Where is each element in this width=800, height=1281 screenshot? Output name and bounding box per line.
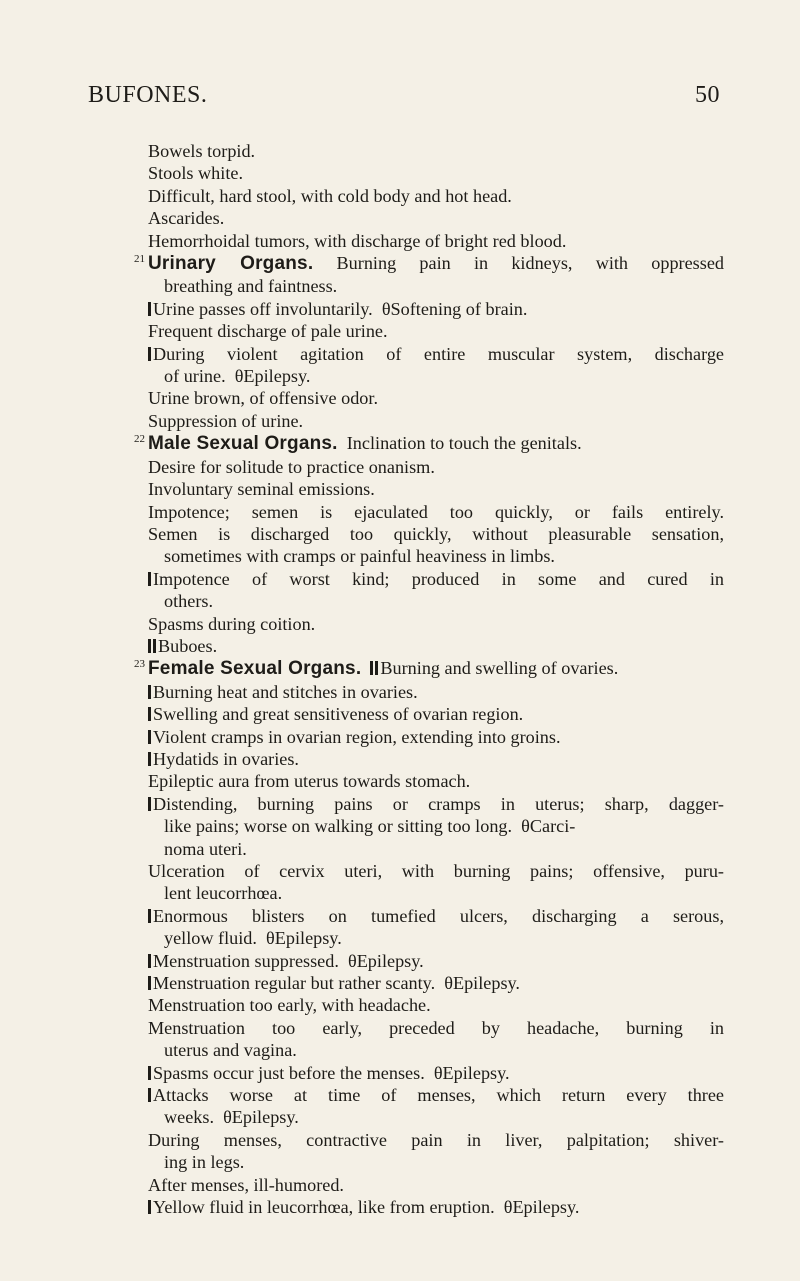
text-line [148, 635, 724, 657]
text-span: Burning pain in kidneys, with oppressed [336, 253, 724, 274]
text-line [148, 972, 724, 994]
text-span: Distending, burning pains or cramps in uterus; sharp, dagger- [153, 793, 724, 814]
text-line: Difficult, hard stool, with cold body and hot head. [148, 185, 512, 206]
text-line [148, 815, 724, 837]
text-line: ing in legs. [164, 1152, 245, 1173]
text-line [148, 950, 724, 972]
text-line: After menses, ill-humored. [148, 1174, 344, 1195]
text-line: Ascarides. [148, 208, 225, 229]
text-span: Menstruation suppressed. [153, 950, 339, 971]
text-line [148, 726, 724, 748]
emphasis-mark-icon [148, 302, 151, 316]
text-line: Ulceration of cervix uteri, with burning pains; offensive, puru- [148, 861, 724, 881]
text-line [148, 568, 724, 590]
text-line: Suppression of urine. [148, 410, 304, 431]
text-line [148, 748, 724, 770]
text-line: others. [164, 591, 213, 612]
emphasis-mark-icon [148, 685, 151, 699]
text-line: Urine brown, of offensive odor. [148, 388, 378, 409]
running-title: BUFONES. [88, 82, 208, 108]
text-line: sometimes with cramps or painful heaviness in limbs. [164, 546, 555, 567]
text-line: Hemorrhoidal tumors, with discharge of bright red blood. [148, 230, 567, 251]
text-span: Spasms occur just before the menses. [153, 1062, 425, 1083]
emphasis-mark-icon [148, 707, 151, 721]
clinical-note: θEpilepsy. [223, 1107, 299, 1128]
emphasis-mark-icon [148, 1200, 151, 1214]
clinical-note: θSoftening of brain. [381, 298, 528, 319]
text-line: breathing and faintness. [164, 276, 338, 297]
emphasis-mark-icon [148, 639, 151, 653]
text-line: During menses, contractive pain in liver, palpitation; shiver- [148, 1129, 724, 1150]
section-number: 21 [134, 253, 145, 266]
text-line: Desire for solitude to practice onanism. [148, 456, 435, 477]
text-line [148, 343, 724, 365]
text-line: Spasms during coition. [148, 613, 316, 634]
text-line [148, 298, 724, 320]
text-span: Impotence of worst kind; produced in some and cured in [153, 568, 724, 589]
text-line [148, 905, 724, 927]
page-header [88, 82, 720, 109]
text-span: Hydatids in ovaries. [153, 748, 299, 769]
text-span: Burning heat and stitches in ovaries. [153, 681, 418, 702]
text-span: yellow fluid. [164, 928, 257, 949]
text-span: like pains; worse on walking or sitting too long. [164, 816, 513, 837]
clinical-note: θEpilepsy. [503, 1197, 580, 1218]
emphasis-mark-icon [148, 730, 151, 744]
text-span: weeks. [164, 1107, 214, 1128]
text-line: uterus and vagina. [164, 1040, 297, 1061]
text-span: Buboes. [158, 635, 218, 656]
clinical-note: θEpilepsy. [444, 973, 520, 994]
section-title: Female Sexual Organs. [148, 658, 362, 680]
text-line: noma uteri. [164, 838, 247, 859]
emphasis-mark-icon [370, 661, 373, 675]
text-line: Impotence; semen is ejaculated too quickly, or fails entirely. [148, 501, 724, 522]
text-line [148, 927, 724, 949]
emphasis-mark-icon [148, 909, 151, 923]
text-line [148, 1196, 724, 1218]
emphasis-mark-icon [375, 661, 378, 675]
text-line [148, 365, 724, 387]
text-line: Epileptic aura from uterus towards stomach. [148, 771, 471, 792]
text-span: Violent cramps in ovarian region, extending into groins. [153, 726, 561, 747]
section-title: Urinary Organs. [148, 253, 314, 275]
text-line: Frequent discharge of pale urine. [148, 321, 388, 342]
text-span: Burning and swelling of ovaries. [380, 658, 619, 679]
text-span: Yellow fluid in leucorrhœa, like from eruption. [153, 1197, 495, 1218]
emphasis-mark-icon [153, 639, 156, 653]
text-line: Semen is discharged too quickly, without pleasurable sensation, [148, 523, 724, 544]
text-span: Urine passes off involuntarily. [153, 298, 373, 319]
emphasis-mark-icon [148, 1066, 151, 1080]
text-span: During violent agitation of entire muscular system, discharge [153, 343, 724, 364]
page-number: 50 [695, 82, 720, 108]
text-line: Stools white. [148, 163, 243, 184]
text-span: Inclination to touch the genitals. [346, 433, 582, 454]
section-23-heading [134, 657, 724, 680]
section-21-heading [134, 252, 724, 275]
emphasis-mark-icon [148, 347, 151, 361]
clinical-note: θCarci- [521, 816, 576, 837]
text-line: Menstruation too early, preceded by headache, burning in [148, 1017, 724, 1038]
text-span: Swelling and great sensitiveness of ovarian region. [153, 704, 524, 725]
text-span: Enormous blisters on tumefied ulcers, discharging a serous, [153, 905, 724, 926]
clinical-note: θEpilepsy. [266, 928, 342, 949]
section-number: 22 [134, 433, 145, 446]
section-22-heading [134, 432, 724, 455]
text-line: Bowels torpid. [148, 141, 256, 161]
section-title: Male Sexual Organs. [148, 433, 338, 455]
clinical-note: θEpilepsy. [234, 366, 311, 387]
clinical-note: θEpilepsy. [347, 950, 424, 971]
page-body [134, 140, 724, 1219]
emphasis-mark-icon [148, 752, 151, 766]
text-span: Menstruation regular but rather scanty. [153, 973, 436, 994]
text-line [148, 1084, 724, 1106]
text-line: Involuntary seminal emissions. [148, 479, 375, 500]
text-line [148, 1062, 724, 1084]
emphasis-mark-icon [148, 954, 151, 968]
clinical-note: θEpilepsy. [433, 1062, 510, 1083]
text-line [148, 1106, 724, 1128]
emphasis-mark-icon [148, 572, 151, 586]
text-line: lent leucorrhœa. [164, 883, 283, 904]
text-line: Menstruation too early, with headache. [148, 995, 431, 1016]
text-span: Attacks worse at time of menses, which return every three [153, 1085, 724, 1106]
emphasis-mark-icon [148, 1088, 151, 1102]
text-line [148, 681, 724, 703]
emphasis-mark-icon [148, 797, 151, 811]
text-line [148, 793, 724, 815]
section-number: 23 [134, 658, 145, 671]
emphasis-mark-icon [148, 976, 151, 990]
text-span: of urine. [164, 366, 226, 387]
text-line [148, 703, 724, 725]
